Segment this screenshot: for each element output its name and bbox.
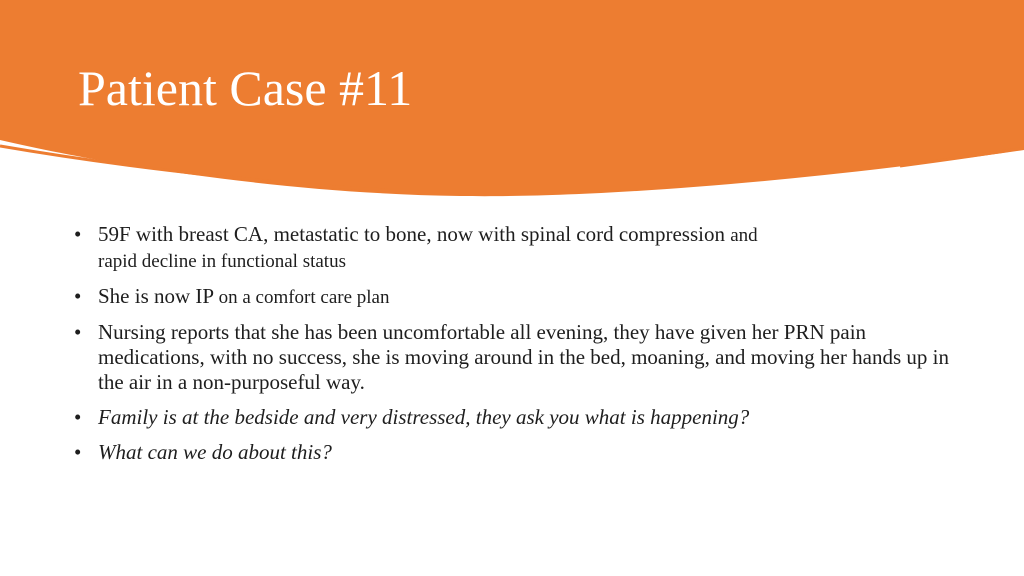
bullet-dot-icon: • [74, 440, 82, 464]
bullet-text-main: 59F with breast CA, metastatic to bone, now with spinal cord compression [98, 222, 725, 246]
bullet-dot-icon: • [74, 284, 82, 308]
bullet-dot-icon: • [74, 320, 82, 344]
bullet-dot-icon: • [74, 405, 82, 429]
bullet-dot-icon: • [74, 222, 82, 246]
bullet-text: Family is at the bedside and very distressed, they ask you what is happening? [98, 405, 750, 429]
bullet-text: What can we do about this? [98, 440, 332, 464]
bullet-text-part1: She is now IP [98, 284, 214, 308]
bullet-text: Nursing reports that she has been uncomfortable all evening, they have given her PRN pain medications, with no success, she is moving around in the bed, moaning, and moving her hands up in the air in a non-purposeful way. [98, 320, 949, 394]
bullet-text-part2: on a comfort care plan [218, 287, 390, 308]
bullet-text-small: and [730, 225, 758, 246]
slide-title: Patient Case #11 [78, 60, 413, 116]
bullet-item [74, 320, 974, 395]
bullet-item [74, 405, 974, 430]
bullet-item [74, 222, 974, 274]
bullet-text [98, 222, 758, 272]
bullet-list [74, 222, 974, 475]
bullet-item [74, 440, 974, 465]
bullet-text [98, 284, 390, 308]
bullet-text-small-cont: rapid decline in functional status [98, 251, 346, 272]
bullet-item [74, 284, 974, 310]
